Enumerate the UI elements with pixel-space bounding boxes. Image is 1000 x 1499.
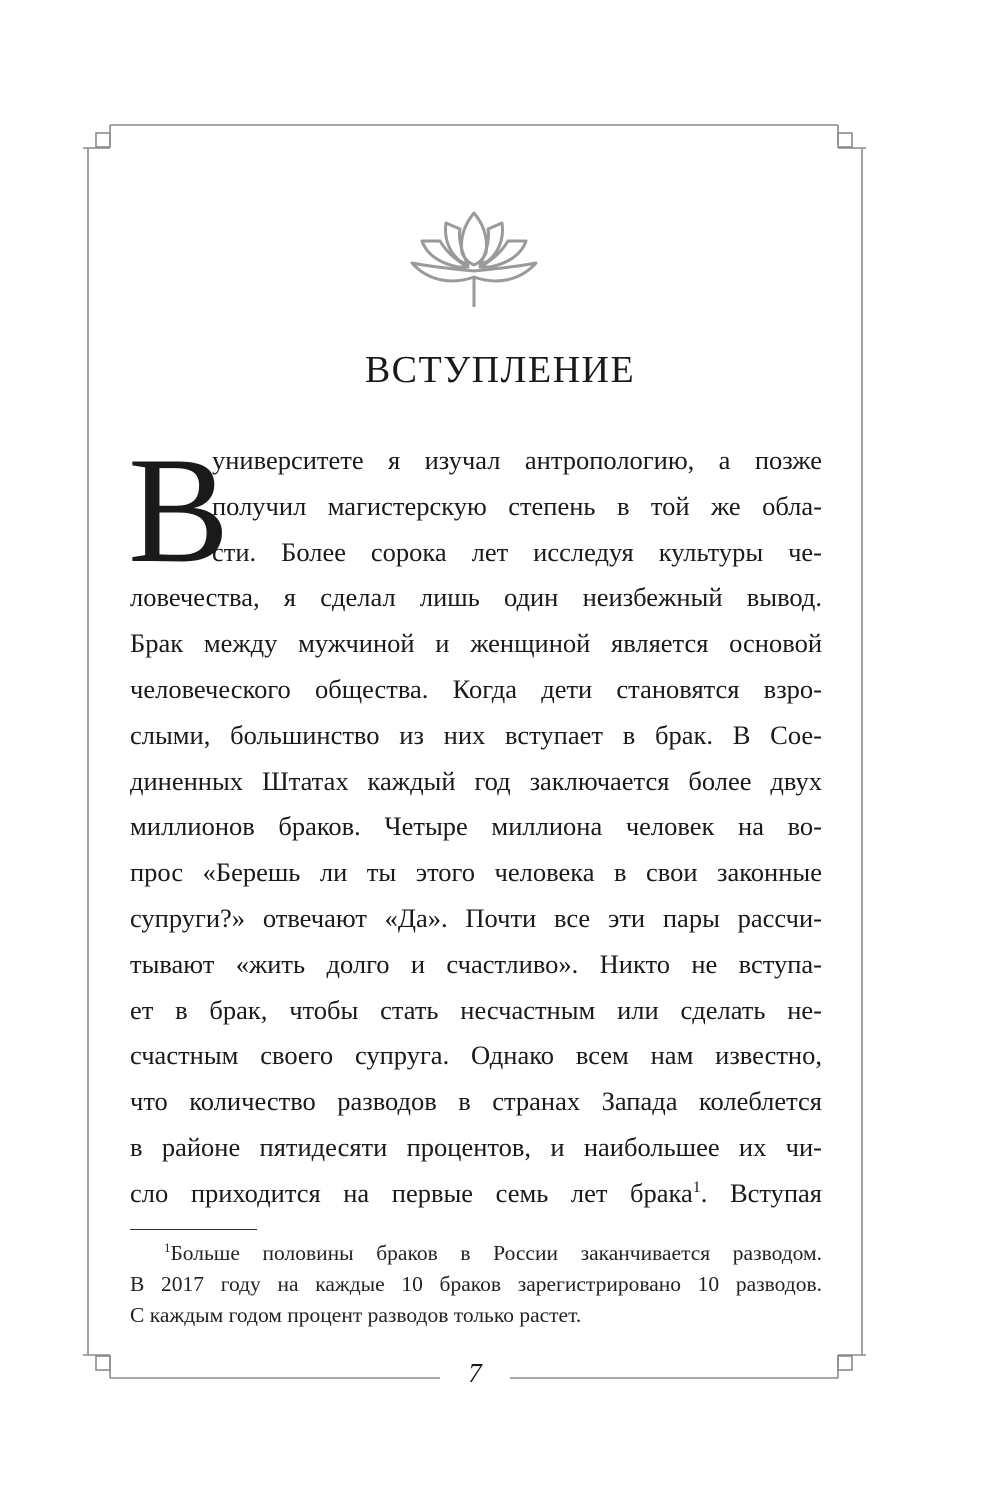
text-line: получил магистерскую степень в той же обла- [212, 490, 822, 521]
drop-cap: В [128, 426, 230, 594]
text-line: Брак между мужчиной и женщиной является основой [130, 628, 822, 659]
text-line: прос «Берешь ли ты этого человека в свои законные [130, 857, 822, 888]
text-line: тывают «жить долго и счастливо». Никто не вступа- [130, 948, 822, 979]
lotus-icon [408, 205, 540, 313]
footnote-line: В 2017 году на каждые 10 браков зарегистрировано 10 разводов. [130, 1272, 822, 1296]
text-line: ловечества, я сделал лишь один неизбежный вывод. [130, 582, 822, 613]
text-line: слыми, большинство из них вступает в брак. В Сое- [130, 719, 822, 750]
text-line: ет в брак, чтобы стать несчастным или сделать не- [130, 994, 822, 1025]
text-line: сти. Более сорока лет исследуя культуры че- [212, 536, 822, 567]
text-line: человеческого общества. Когда дети становятся взро- [130, 673, 822, 704]
text-fragment: . Вступая [700, 1177, 822, 1208]
footnote-line: С каждым годом процент разводов только растет. [130, 1303, 582, 1327]
footnote [130, 1238, 822, 1331]
footnote-marker: 1 [164, 1240, 171, 1255]
text-line: что количество разводов в странах Запада колеблется [130, 1086, 822, 1117]
footnote-divider [130, 1229, 257, 1230]
text-line: в районе пятидесяти процентов, и наибольшее их чи- [130, 1131, 822, 1162]
text-line: супруги?» отвечают «Да». Почти все эти пары рассчи- [130, 902, 822, 933]
footnote-line [130, 1238, 822, 1269]
footnote-reference[interactable]: 1 [692, 1178, 701, 1196]
chapter-title: ВСТУПЛЕНИЕ [364, 349, 636, 391]
text-line-last [130, 1171, 822, 1217]
text-fragment: сло приходится на первые семь лет брака [130, 1177, 693, 1208]
text-line: университете я изучал антропологию, а позже [212, 445, 822, 475]
footnote-text: Больше половины браков в России заканчивается разводом. [170, 1241, 822, 1265]
text-line: счастным своего супруга. Однако всем нам известно, [130, 1040, 822, 1071]
body-text [130, 438, 822, 1217]
page-number: 7 [468, 1358, 482, 1388]
text-line: диненных Штатах каждый год заключается более двух [130, 765, 822, 796]
text-line: миллионов браков. Четыре миллиона человек на во- [130, 811, 822, 842]
